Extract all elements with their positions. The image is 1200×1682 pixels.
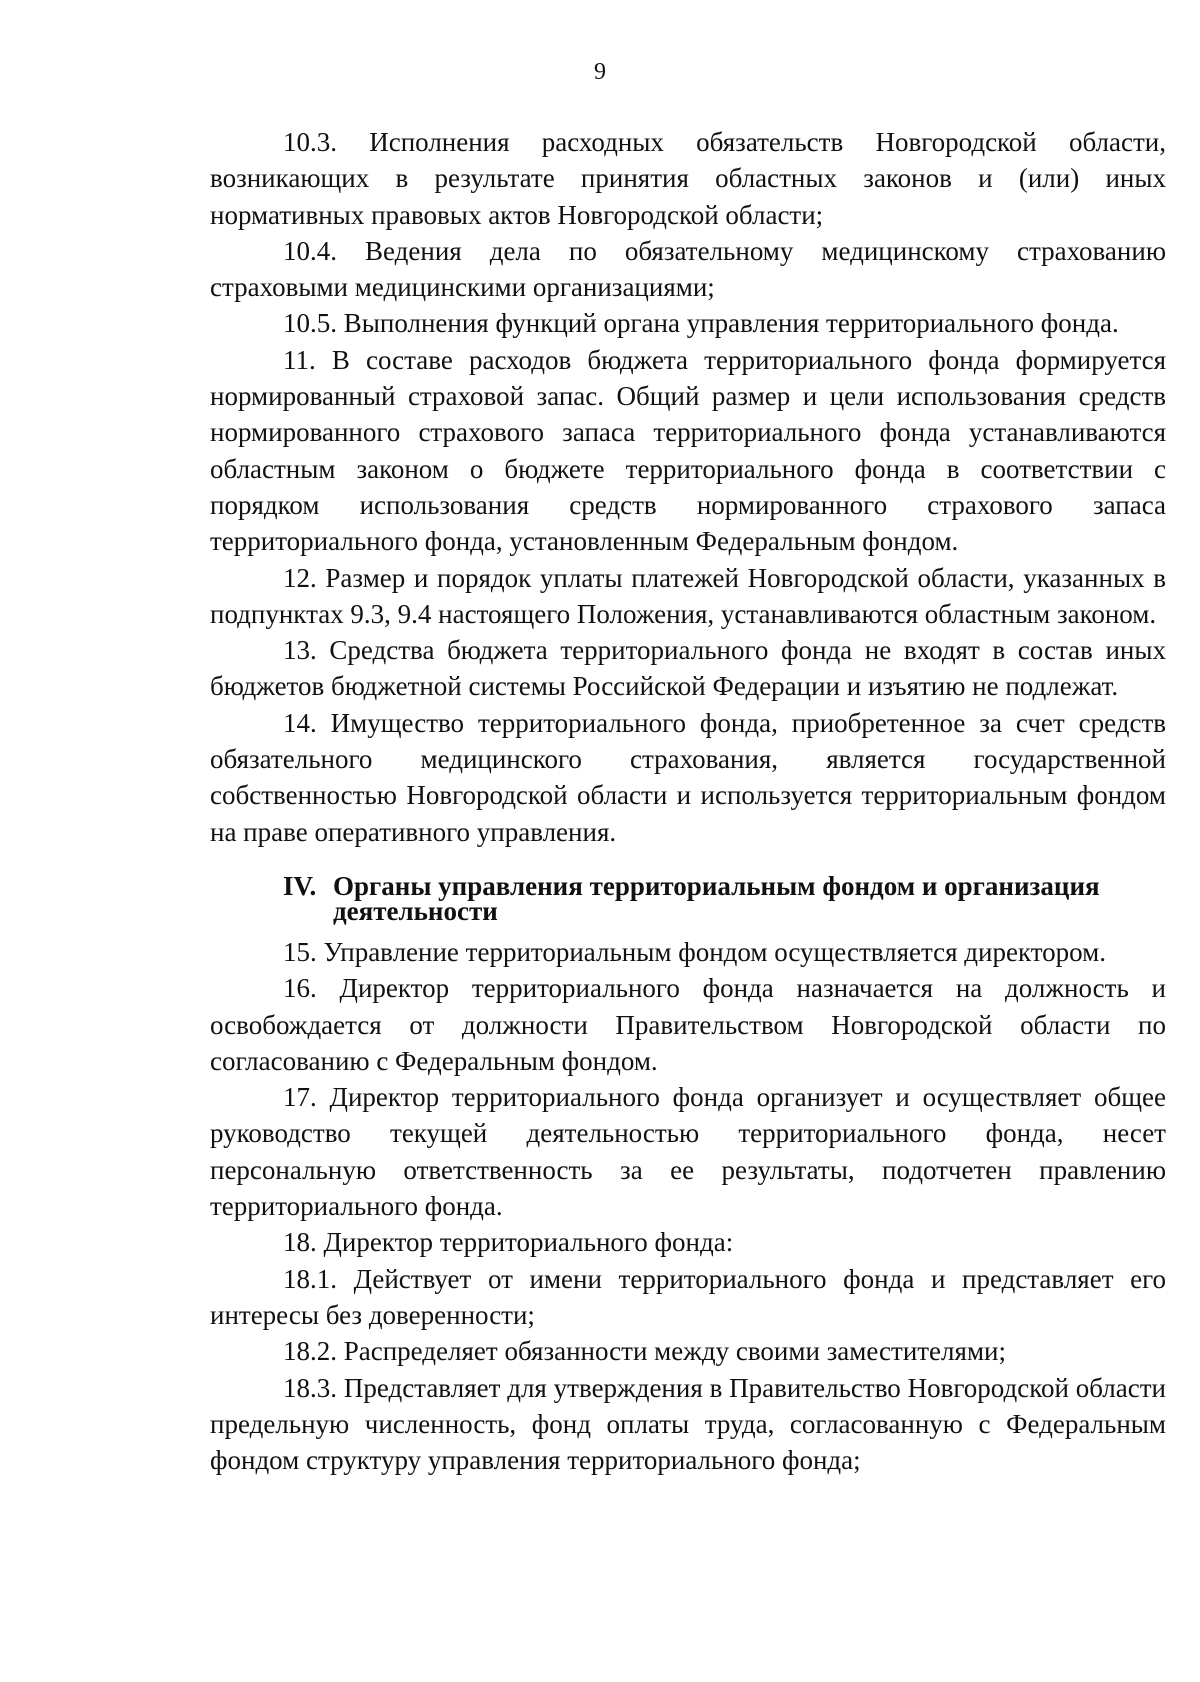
paragraph-11: 11. В составе расходов бюджета территориального фонда формируется нормированный страховой запас. Общий размер и цели использования средств нормированного страхового запаса территориального фонда устанавливаются областным законом о бюджете территориального фонда в соответствии с порядком использования средств нормированного страхового запаса территориального фонда, установленным Федеральным фондом. <box>210 344 1166 557</box>
paragraph-18-3: 18.3. Представляет для утверждения в Правительство Новгородской области предельную численность, фонд оплаты труда, согласованную с Федеральным фондом структуру управления территориального фонда; <box>210 1372 1166 1476</box>
paragraph-13: 13. Средства бюджета территориального фонда не входят в состав иных бюджетов бюджетной системы Российской Федерации и изъятию не подлежат. <box>210 635 1166 702</box>
paragraph-12: 12. Размер и порядок уплаты платежей Новгородской области, указанных в подпунктах 9.3, 9.4 настоящего Положения, устанавливаются областным законом. <box>210 562 1166 629</box>
paragraph-10-5: 10.5. Выполнения функций органа управления территориального фонда. <box>283 308 1119 339</box>
paragraph-18-2: 18.2. Распределяет обязанности между своими заместителями; <box>283 1336 1006 1367</box>
paragraph-14: 14. Имущество территориального фонда, приобретенное за счет средств обязательного медицинского страхования, является государственной собственностью Новгородской области и используется территориальным фондом на праве оперативного управления. <box>210 707 1166 847</box>
paragraph-18-1: 18.1. Действует от имени территориального фонда и представляет его интересы без доверенности; <box>210 1263 1166 1330</box>
paragraph-16: 16. Директор территориального фонда назначается на должность и освобождается от должности Правительством Новгородской области по согласованию с Федеральным фондом. <box>210 973 1166 1076</box>
document-body <box>210 124 1166 1478</box>
paragraph-10-4: 10.4. Ведения дела по обязательному медицинскому страхованию страховыми медицинскими организациями; <box>210 235 1166 303</box>
section-heading <box>210 870 1166 926</box>
paragraph-17: 17. Директор территориального фонда организует и осуществляет общее руководство текущей деятельностью территориального фонда, несет персональную ответственность за ее результаты, подотчетен правлению территориального фонда. <box>210 1082 1166 1222</box>
section-heading-number: IV. <box>283 870 317 901</box>
paragraph-18: 18. Директор территориального фонда: <box>283 1227 734 1258</box>
page-number: 9 <box>594 59 606 85</box>
section-heading-title: Органы управления территориальным фондом и организация деятельности <box>333 870 1100 926</box>
paragraph-15: 15. Управление территориальным фондом осуществляется директором. <box>283 936 1106 967</box>
paragraph-10-3: 10.3. Исполнения расходных обязательств Новгородской области, возникающих в результате принятия областных законов и (или) иных нормативных правовых актов Новгородской области; <box>210 127 1166 230</box>
